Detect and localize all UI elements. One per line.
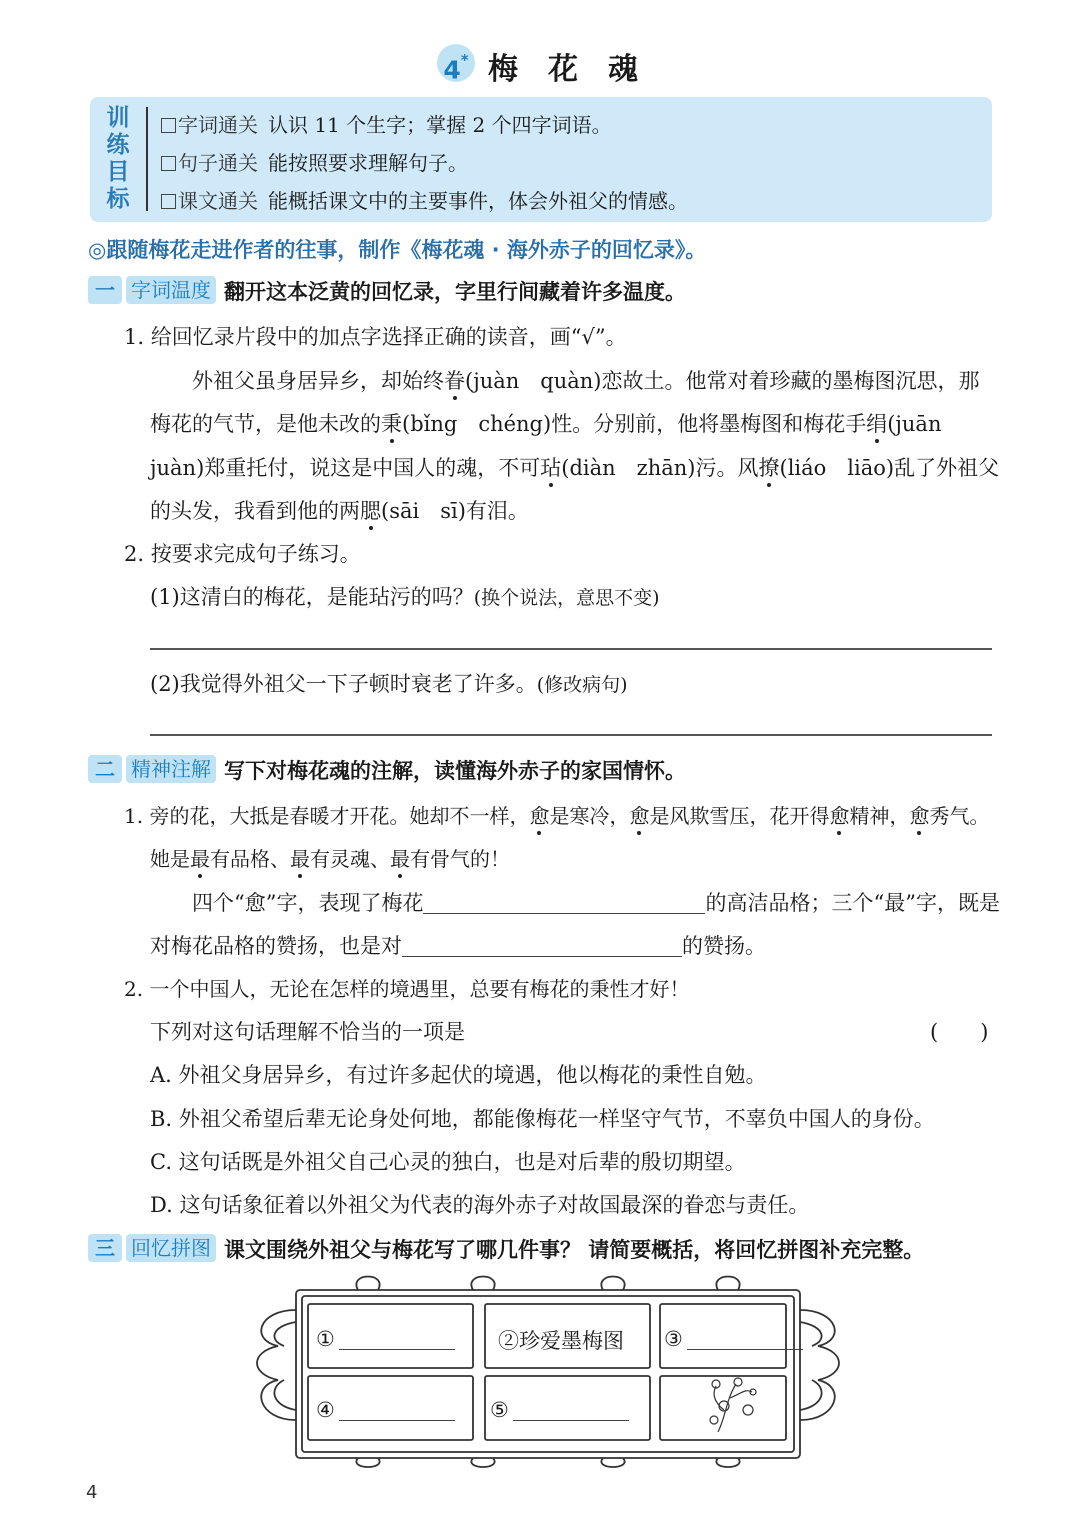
- section-description: 课文围绕外祖父与梅花写了哪几件事？ 请简要概括，将回忆拼图补充完整。: [224, 1238, 925, 1262]
- puzzle-cell-2: ②珍爱墨梅图: [498, 1329, 624, 1353]
- passage-line: juàn)郑重托付，说这是中国人的魂，不可玷(diàn zhān)污。风撩(liáo liāo)乱了外祖父: [150, 456, 1000, 480]
- section-description: 翻开这本泛黄的回忆录，字里行间藏着许多温度。: [224, 280, 686, 304]
- section-description: 写下对梅花魂的注解，读懂海外赤子的家国情怀。: [224, 759, 686, 783]
- memory-puzzle-frame: [248, 1270, 848, 1470]
- section-name: 精神注解: [126, 755, 216, 783]
- goal-checkbox[interactable]: [161, 118, 176, 133]
- question-text: 2. 一个中国人，无论在怎样的境遇里，总要有梅花的秉性才好！: [124, 977, 690, 1001]
- answer-line[interactable]: [150, 734, 992, 736]
- question-text: 她是最有品格、最有灵魂、最有骨气的！: [150, 847, 510, 871]
- goal-item: 课文通关 能概括课文中的主要事件，体会外祖父的情感。: [161, 185, 688, 214]
- sub-question: (2)我觉得外祖父一下子顿时衰老了许多。(修改病句): [150, 672, 628, 696]
- goal-checkbox[interactable]: [161, 194, 176, 209]
- fill-blank[interactable]: [402, 935, 682, 957]
- puzzle-cell-3[interactable]: ③: [664, 1327, 803, 1351]
- puzzle-cell-5[interactable]: ⑤: [490, 1398, 629, 1422]
- goals-divider: [146, 107, 148, 211]
- section-name: 回忆拼图: [126, 1234, 216, 1262]
- activity-intro: ◎跟随梅花走进作者的往事，制作《梅花魂 · 海外赤子的回忆录》。: [88, 238, 707, 262]
- section-number: 二: [88, 755, 122, 783]
- question-text: 1. 旁的花，大抵是春暖才开花。她却不一样，愈是寒冷，愈是风欺雪压，花开得愈精神，愈秀气。: [124, 804, 990, 828]
- training-goals-panel: [90, 97, 992, 222]
- option-b[interactable]: B. 外祖父希望后辈无论身处何地，都能像梅花一样坚守气节，不辜负中国人的身份。: [150, 1107, 935, 1131]
- option-c[interactable]: C. 这句话既是外祖父自己心灵的独白，也是对后辈的殷切期望。: [150, 1150, 746, 1174]
- option-a[interactable]: A. 外祖父身居异乡，有过许多起伏的境遇，他以梅花的秉性自勉。: [150, 1063, 767, 1087]
- fill-blank[interactable]: [423, 892, 705, 914]
- answer-line[interactable]: [150, 648, 992, 650]
- question-text: 1. 给回忆录片段中的加点字选择正确的读音，画“√”。: [124, 325, 627, 349]
- passage-line: 梅花的气节，是他未改的秉(bǐng chéng)性。分别前，他将墨梅图和梅花手绢(juān: [150, 412, 942, 436]
- section-name: 字词温度: [126, 276, 216, 304]
- goal-checkbox[interactable]: [161, 156, 176, 171]
- answer-parentheses[interactable]: ( ): [930, 1020, 989, 1044]
- plum-blossom-icon: [710, 1378, 756, 1432]
- passage-line: 外祖父虽身居异乡，却始终眷(juàn quàn)恋故土。他常对着珍藏的墨梅图沉思，那: [192, 369, 980, 393]
- puzzle-cell-1[interactable]: ①: [316, 1327, 455, 1351]
- fill-in-line: 四个“愈”字，表现了梅花 的高洁品格；三个“最”字，既是: [192, 891, 1000, 915]
- puzzle-cell-4[interactable]: ④: [316, 1398, 455, 1422]
- lesson-number-badge: 4*: [437, 44, 475, 82]
- page-number: 4: [86, 1482, 98, 1503]
- fill-in-line: 对梅花品格的赞扬，也是对 的赞扬。: [150, 934, 766, 958]
- passage-line: 的头发，我看到他的两腮(sāi sī)有泪。: [150, 499, 529, 523]
- section-number: 三: [88, 1234, 122, 1262]
- goals-label: 训练目标: [106, 105, 130, 212]
- option-d[interactable]: D. 这句话象征着以外祖父为代表的海外赤子对故国最深的眷恋与责任。: [150, 1193, 810, 1217]
- section-number: 一: [88, 276, 122, 304]
- question-text: 2. 按要求完成句子练习。: [124, 542, 361, 566]
- sub-question: (1)这清白的梅花，是能玷污的吗？(换个说法，意思不变): [150, 585, 660, 609]
- page-title: 梅花魂: [488, 52, 668, 87]
- goal-item: 字词通关 认识 11 个生字；掌握 2 个四字词语。: [161, 109, 612, 138]
- goal-item: 句子通关 能按照要求理解句子。: [161, 147, 468, 176]
- question-prompt: 下列对这句话理解不恰当的一项是: [150, 1020, 465, 1044]
